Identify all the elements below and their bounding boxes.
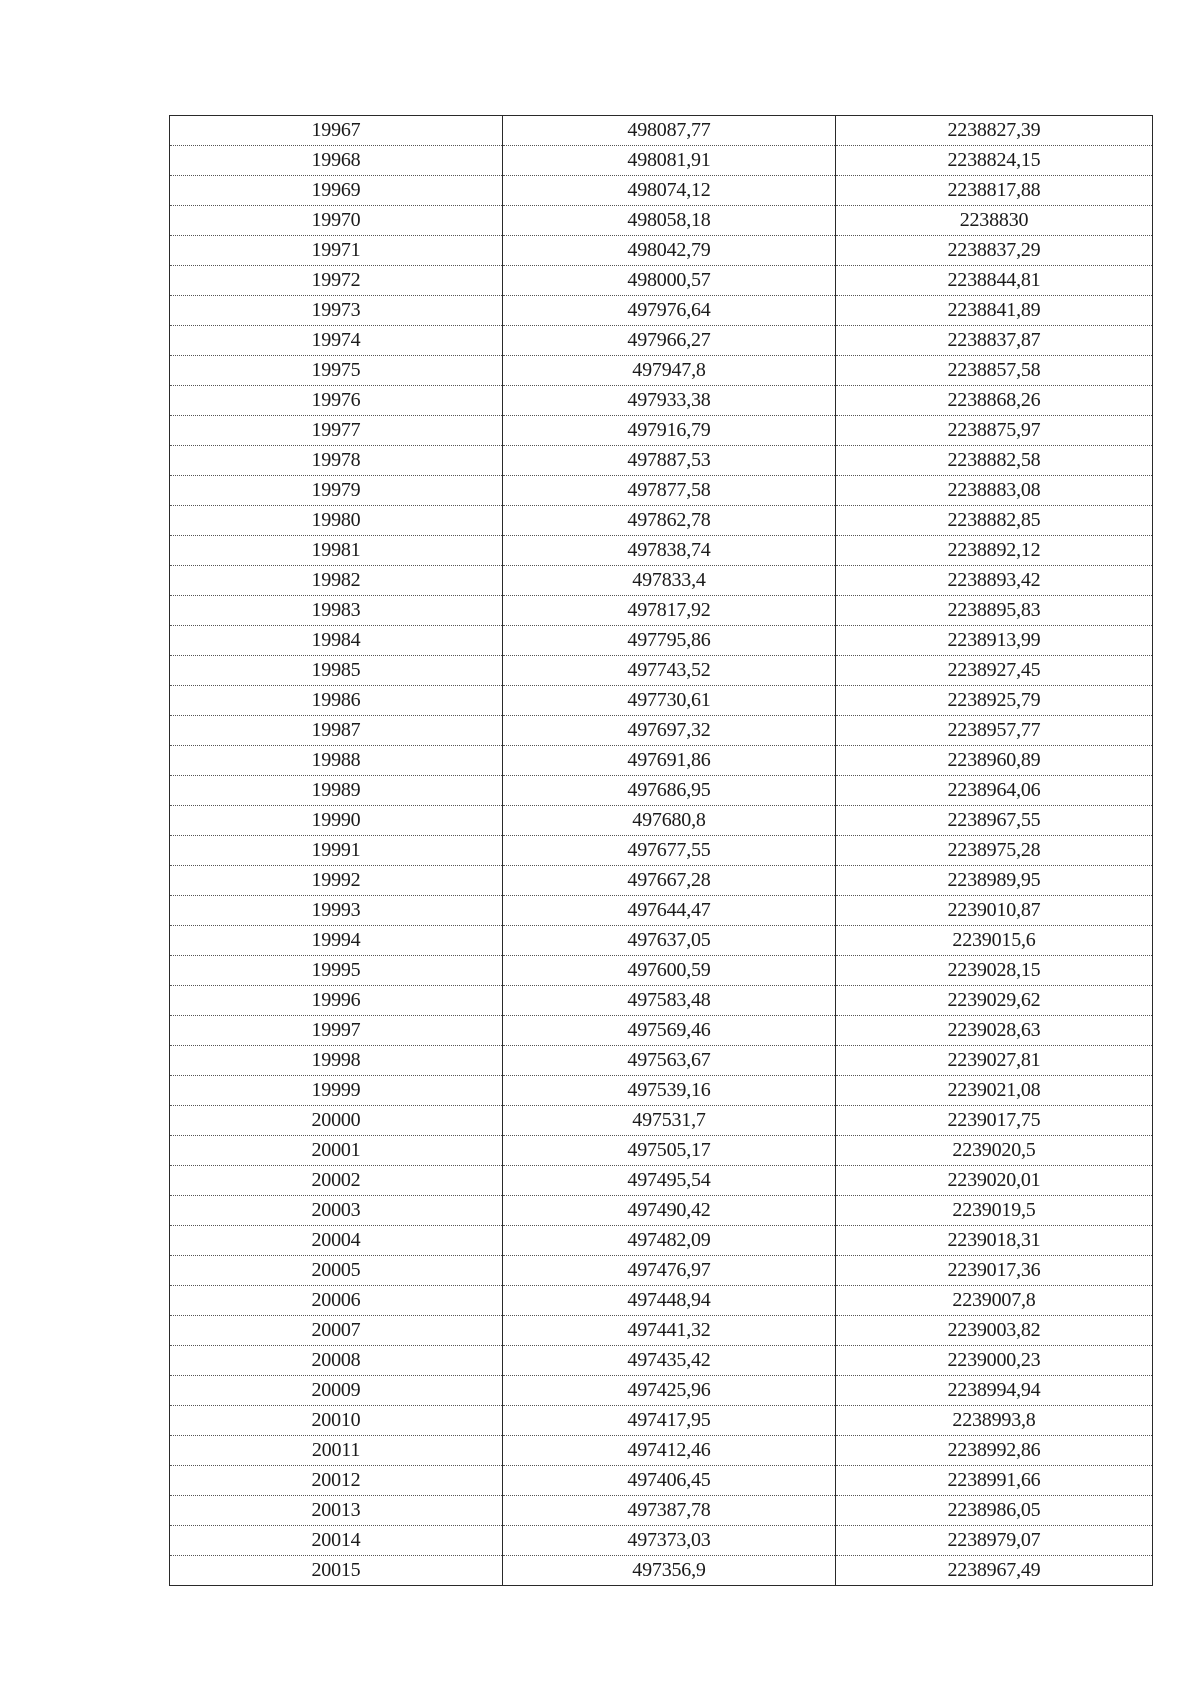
point-number-cell: 19986 [170, 686, 503, 716]
y-coordinate-cell: 2238857,58 [836, 356, 1153, 386]
point-number-cell: 20005 [170, 1256, 503, 1286]
x-coordinate-cell: 497686,95 [503, 776, 836, 806]
table-row [170, 1526, 1153, 1556]
point-number-cell: 19976 [170, 386, 503, 416]
y-coordinate-cell: 2239003,82 [836, 1316, 1153, 1346]
table-row [170, 896, 1153, 926]
point-number-cell: 19992 [170, 866, 503, 896]
x-coordinate-cell: 497387,78 [503, 1496, 836, 1526]
x-coordinate-cell: 497887,53 [503, 446, 836, 476]
y-coordinate-cell: 2239029,62 [836, 986, 1153, 1016]
x-coordinate-cell: 497838,74 [503, 536, 836, 566]
x-coordinate-cell: 497795,86 [503, 626, 836, 656]
y-coordinate-cell: 2238875,97 [836, 416, 1153, 446]
x-coordinate-cell: 497435,42 [503, 1346, 836, 1376]
x-coordinate-cell: 497531,7 [503, 1106, 836, 1136]
x-coordinate-cell: 497877,58 [503, 476, 836, 506]
table-row [170, 1496, 1153, 1526]
x-coordinate-cell: 497569,46 [503, 1016, 836, 1046]
x-coordinate-cell: 497667,28 [503, 866, 836, 896]
y-coordinate-cell: 2238993,8 [836, 1406, 1153, 1436]
x-coordinate-cell: 497600,59 [503, 956, 836, 986]
point-number-cell: 20008 [170, 1346, 503, 1376]
y-coordinate-cell: 2238883,08 [836, 476, 1153, 506]
table-row [170, 956, 1153, 986]
x-coordinate-cell: 497966,27 [503, 326, 836, 356]
table-row [170, 416, 1153, 446]
table-row [170, 206, 1153, 236]
table-row [170, 296, 1153, 326]
x-coordinate-cell: 497933,38 [503, 386, 836, 416]
x-coordinate-cell: 497730,61 [503, 686, 836, 716]
point-number-cell: 19984 [170, 626, 503, 656]
coordinates-table-body [170, 116, 1153, 1586]
table-row [170, 866, 1153, 896]
table-row [170, 476, 1153, 506]
x-coordinate-cell: 497691,86 [503, 746, 836, 776]
point-number-cell: 19983 [170, 596, 503, 626]
x-coordinate-cell: 497448,94 [503, 1286, 836, 1316]
table-row [170, 1046, 1153, 1076]
point-number-cell: 19999 [170, 1076, 503, 1106]
point-number-cell: 19970 [170, 206, 503, 236]
x-coordinate-cell: 497476,97 [503, 1256, 836, 1286]
x-coordinate-cell: 497505,17 [503, 1136, 836, 1166]
x-coordinate-cell: 498000,57 [503, 266, 836, 296]
point-number-cell: 19990 [170, 806, 503, 836]
point-number-cell: 19968 [170, 146, 503, 176]
y-coordinate-cell: 2238989,95 [836, 866, 1153, 896]
y-coordinate-cell: 2238964,06 [836, 776, 1153, 806]
x-coordinate-cell: 498087,77 [503, 116, 836, 146]
point-number-cell: 19995 [170, 956, 503, 986]
y-coordinate-cell: 2238882,58 [836, 446, 1153, 476]
x-coordinate-cell: 498081,91 [503, 146, 836, 176]
x-coordinate-cell: 497976,64 [503, 296, 836, 326]
table-row [170, 506, 1153, 536]
x-coordinate-cell: 498058,18 [503, 206, 836, 236]
x-coordinate-cell: 497417,95 [503, 1406, 836, 1436]
y-coordinate-cell: 2239000,23 [836, 1346, 1153, 1376]
table-row [170, 1196, 1153, 1226]
point-number-cell: 20000 [170, 1106, 503, 1136]
y-coordinate-cell: 2238895,83 [836, 596, 1153, 626]
y-coordinate-cell: 2239020,01 [836, 1166, 1153, 1196]
y-coordinate-cell: 2238925,79 [836, 686, 1153, 716]
table-row [170, 1316, 1153, 1346]
y-coordinate-cell: 2238967,55 [836, 806, 1153, 836]
point-number-cell: 19989 [170, 776, 503, 806]
point-number-cell: 19969 [170, 176, 503, 206]
table-row [170, 1406, 1153, 1436]
table-row [170, 776, 1153, 806]
point-number-cell: 19972 [170, 266, 503, 296]
y-coordinate-cell: 2239019,5 [836, 1196, 1153, 1226]
point-number-cell: 20013 [170, 1496, 503, 1526]
x-coordinate-cell: 498074,12 [503, 176, 836, 206]
point-number-cell: 19980 [170, 506, 503, 536]
table-row [170, 986, 1153, 1016]
x-coordinate-cell: 497817,92 [503, 596, 836, 626]
x-coordinate-cell: 497947,8 [503, 356, 836, 386]
y-coordinate-cell: 2239017,36 [836, 1256, 1153, 1286]
x-coordinate-cell: 497677,55 [503, 836, 836, 866]
point-number-cell: 19971 [170, 236, 503, 266]
table-row [170, 146, 1153, 176]
y-coordinate-cell: 2238844,81 [836, 266, 1153, 296]
y-coordinate-cell: 2238841,89 [836, 296, 1153, 326]
y-coordinate-cell: 2239020,5 [836, 1136, 1153, 1166]
table-row [170, 356, 1153, 386]
y-coordinate-cell: 2238979,07 [836, 1526, 1153, 1556]
table-row [170, 266, 1153, 296]
x-coordinate-cell: 497563,67 [503, 1046, 836, 1076]
table-row [170, 1346, 1153, 1376]
table-row [170, 386, 1153, 416]
y-coordinate-cell: 2239021,08 [836, 1076, 1153, 1106]
x-coordinate-cell: 497916,79 [503, 416, 836, 446]
point-number-cell: 20004 [170, 1226, 503, 1256]
y-coordinate-cell: 2238986,05 [836, 1496, 1153, 1526]
table-row [170, 926, 1153, 956]
point-number-cell: 20010 [170, 1406, 503, 1436]
table-row [170, 116, 1153, 146]
point-number-cell: 20001 [170, 1136, 503, 1166]
y-coordinate-cell: 2238927,45 [836, 656, 1153, 686]
point-number-cell: 19967 [170, 116, 503, 146]
x-coordinate-cell: 497637,05 [503, 926, 836, 956]
point-number-cell: 19979 [170, 476, 503, 506]
x-coordinate-cell: 497539,16 [503, 1076, 836, 1106]
table-row [170, 1256, 1153, 1286]
y-coordinate-cell: 2239010,87 [836, 896, 1153, 926]
x-coordinate-cell: 497441,32 [503, 1316, 836, 1346]
table-row [170, 1016, 1153, 1046]
point-number-cell: 19997 [170, 1016, 503, 1046]
x-coordinate-cell: 497495,54 [503, 1166, 836, 1196]
y-coordinate-cell: 2238994,94 [836, 1376, 1153, 1406]
table-row [170, 1106, 1153, 1136]
table-row [170, 1466, 1153, 1496]
table-row [170, 746, 1153, 776]
point-number-cell: 19987 [170, 716, 503, 746]
table-row [170, 656, 1153, 686]
y-coordinate-cell: 2238957,77 [836, 716, 1153, 746]
y-coordinate-cell: 2238830 [836, 206, 1153, 236]
point-number-cell: 19988 [170, 746, 503, 776]
point-number-cell: 19998 [170, 1046, 503, 1076]
point-number-cell: 19973 [170, 296, 503, 326]
y-coordinate-cell: 2238992,86 [836, 1436, 1153, 1466]
point-number-cell: 20006 [170, 1286, 503, 1316]
x-coordinate-cell: 497833,4 [503, 566, 836, 596]
x-coordinate-cell: 497406,45 [503, 1466, 836, 1496]
table-row [170, 836, 1153, 866]
table-row [170, 596, 1153, 626]
x-coordinate-cell: 497680,8 [503, 806, 836, 836]
table-row [170, 716, 1153, 746]
point-number-cell: 19993 [170, 896, 503, 926]
point-number-cell: 20015 [170, 1556, 503, 1586]
y-coordinate-cell: 2239018,31 [836, 1226, 1153, 1256]
y-coordinate-cell: 2238868,26 [836, 386, 1153, 416]
x-coordinate-cell: 497697,32 [503, 716, 836, 746]
x-coordinate-cell: 497644,47 [503, 896, 836, 926]
point-number-cell: 19994 [170, 926, 503, 956]
y-coordinate-cell: 2238893,42 [836, 566, 1153, 596]
table-row [170, 1076, 1153, 1106]
y-coordinate-cell: 2239027,81 [836, 1046, 1153, 1076]
x-coordinate-cell: 497743,52 [503, 656, 836, 686]
table-row [170, 236, 1153, 266]
x-coordinate-cell: 497490,42 [503, 1196, 836, 1226]
point-number-cell: 19975 [170, 356, 503, 386]
y-coordinate-cell: 2238827,39 [836, 116, 1153, 146]
point-number-cell: 20011 [170, 1436, 503, 1466]
point-number-cell: 19982 [170, 566, 503, 596]
table-row [170, 1436, 1153, 1466]
y-coordinate-cell: 2239015,6 [836, 926, 1153, 956]
y-coordinate-cell: 2238837,87 [836, 326, 1153, 356]
table-row [170, 1136, 1153, 1166]
table-row [170, 1226, 1153, 1256]
point-number-cell: 19977 [170, 416, 503, 446]
y-coordinate-cell: 2238991,66 [836, 1466, 1153, 1496]
x-coordinate-cell: 497583,48 [503, 986, 836, 1016]
y-coordinate-cell: 2238913,99 [836, 626, 1153, 656]
point-number-cell: 19978 [170, 446, 503, 476]
y-coordinate-cell: 2238882,85 [836, 506, 1153, 536]
point-number-cell: 19985 [170, 656, 503, 686]
point-number-cell: 20014 [170, 1526, 503, 1556]
point-number-cell: 20012 [170, 1466, 503, 1496]
table-row [170, 176, 1153, 206]
y-coordinate-cell: 2238837,29 [836, 236, 1153, 266]
x-coordinate-cell: 497373,03 [503, 1526, 836, 1556]
point-number-cell: 19974 [170, 326, 503, 356]
table-row [170, 1556, 1153, 1586]
table-row [170, 686, 1153, 716]
table-row [170, 1286, 1153, 1316]
y-coordinate-cell: 2238817,88 [836, 176, 1153, 206]
y-coordinate-cell: 2238824,15 [836, 146, 1153, 176]
y-coordinate-cell: 2239028,15 [836, 956, 1153, 986]
table-row [170, 1166, 1153, 1196]
point-number-cell: 20002 [170, 1166, 503, 1196]
table-row [170, 536, 1153, 566]
point-number-cell: 20003 [170, 1196, 503, 1226]
table-row [170, 326, 1153, 356]
table-row [170, 1376, 1153, 1406]
coordinates-table [169, 115, 1153, 1586]
point-number-cell: 19991 [170, 836, 503, 866]
y-coordinate-cell: 2238960,89 [836, 746, 1153, 776]
y-coordinate-cell: 2239017,75 [836, 1106, 1153, 1136]
x-coordinate-cell: 497356,9 [503, 1556, 836, 1586]
point-number-cell: 20007 [170, 1316, 503, 1346]
point-number-cell: 19981 [170, 536, 503, 566]
table-row [170, 446, 1153, 476]
x-coordinate-cell: 497412,46 [503, 1436, 836, 1466]
y-coordinate-cell: 2239007,8 [836, 1286, 1153, 1316]
x-coordinate-cell: 497862,78 [503, 506, 836, 536]
x-coordinate-cell: 497482,09 [503, 1226, 836, 1256]
table-row [170, 806, 1153, 836]
x-coordinate-cell: 498042,79 [503, 236, 836, 266]
point-number-cell: 20009 [170, 1376, 503, 1406]
y-coordinate-cell: 2238967,49 [836, 1556, 1153, 1586]
x-coordinate-cell: 497425,96 [503, 1376, 836, 1406]
y-coordinate-cell: 2238892,12 [836, 536, 1153, 566]
point-number-cell: 19996 [170, 986, 503, 1016]
table-row [170, 566, 1153, 596]
table-row [170, 626, 1153, 656]
y-coordinate-cell: 2239028,63 [836, 1016, 1153, 1046]
y-coordinate-cell: 2238975,28 [836, 836, 1153, 866]
